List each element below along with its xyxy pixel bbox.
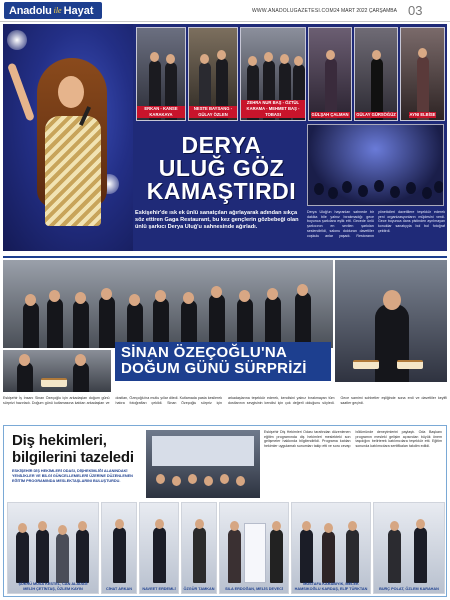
- photo-caption: GÜLŞAH ÇALMAN: [311, 112, 349, 117]
- section-name: Hayat: [63, 4, 94, 17]
- seminar-hall-photo: [146, 430, 260, 498]
- headline-line: ULUĞ GÖZ: [158, 155, 285, 181]
- attendee-photo-strip: [7, 502, 445, 594]
- birthday-group-photo: [3, 260, 333, 348]
- dentists-story: [3, 425, 447, 597]
- guest-photo: [188, 27, 238, 121]
- singer-stage-photo: [3, 24, 133, 251]
- headline-line: DOĞUM GÜNÜ SÜRPRİZİ: [121, 360, 307, 377]
- singer-arm: [7, 62, 35, 121]
- photo-caption: ÖZGÜR TAMKAN: [183, 587, 215, 592]
- photo-caption: BURÇ POLAT, ÖZLEM KARAHAN: [379, 587, 439, 592]
- photo-caption: MUSTAFA KARABIYIK, MELEK: [303, 582, 359, 587]
- brand-name: Anadolu: [9, 4, 52, 17]
- sinan-body-text: Eskişehir İş İnsanı Sinan Özeçoğlu için arkadaşları doğum günü sürprizi hazırladı. Doğum günü kutlamasına katılan arkadaşları ve dostları, Özeçoğlu'na mutlu yıllar diledi. Kutlamada pasta kesilerek hatıra fotoğrafları çekildi. Sinan Özeçoğlu sürpriz için arkadaşlarına teşekkür ederek, kendisini yalnız bırakmayan tüm dostlarının sevgisinin kendisi için çok değerli olduğunu söyledi. Gece samimi sohbetler eşliğinde sona erdi ve davetliler keyifli saatler geçirdi.: [3, 396, 447, 405]
- attendee-photo: [373, 502, 445, 594]
- dentists-lede: ESKİŞEHİR DİŞ HEKİMLERİ ODASI, DİŞHEKİMLİĞİ ALANINDAKİ YENİLİKLER VE BİLGİ GÜNCELLEMELERİ ÜZERİNE DÜZENLENEN EĞİTİM PROGRAMINDA MESLEKTAŞLARINI BULUŞTURDU.: [12, 469, 133, 483]
- derya-lede: Eskişehir'de ısk ek ünlü sanatçıları ağırlayarak adından sıkça söz ettiren Gaga Restaurant, bu kez gençlerin gözbebeği olan ünlü şarkıcı Derya Uluğ'u sahnesinde ağırladı.: [135, 210, 299, 230]
- birthday-cake-photo: [3, 350, 111, 392]
- dentists-headline: [12, 432, 144, 466]
- attendee-photo: [139, 502, 179, 594]
- headline-line: DERYA: [181, 132, 262, 158]
- photo-caption: NESTE BAYSANG - GÜLAY ÖZLEN: [189, 106, 237, 118]
- page-header: [0, 0, 450, 22]
- stage-light-icon: [7, 30, 27, 50]
- sinan-ozecoglu-story: [3, 256, 447, 422]
- photo-caption: SILA ERDOĞAN, MELİS DEVECİ: [225, 587, 283, 592]
- attendee-photo: [101, 502, 137, 594]
- brand-connector: ile: [53, 6, 62, 15]
- guest-photo-row: [136, 27, 445, 121]
- photo-caption: AYNI ELBİSE: [409, 112, 436, 117]
- headline-line: Diş hekimleri,: [12, 432, 107, 449]
- attendee-photo: [291, 502, 371, 594]
- guest-photo: [136, 27, 186, 121]
- guest-photo: [308, 27, 352, 121]
- derya-body-text: Derya Uluğ'un hayranları sahnede bir dakika bile yalnız bırakmadığı gece boyunca şarkılara eşlik etti. Gecede ünlü şarkıcının en sevilen şarkıları seslendirildi, salonu dolduran davetliler coşkulu anlar yaşadı. Restoranın yöneticileri davetlilere teşekkür ederek yeni organizasyonların müjdesini verdi. Gece boyunca dans pistinden ayrılmayan konuklar sanatçıyla bol bol fotoğraf çektirdi.: [307, 210, 445, 238]
- newspaper-logo: [4, 2, 102, 19]
- attendee-photo: [219, 502, 289, 594]
- guest-photo: [354, 27, 398, 121]
- photo-caption: CİHAT ARKAN: [106, 587, 132, 592]
- derya-headline: [139, 134, 304, 203]
- guest-photo: [240, 27, 306, 121]
- photo-caption: HAMSIKOĞLU KARDAŞ, ELİF TÜRKTAN: [294, 587, 368, 592]
- photo-caption: ŞÜKRÜ MUSA KESTEL, CAN ALADAĞ: [18, 582, 88, 587]
- attendee-photo: [7, 502, 99, 594]
- photo-caption: NAVEET ERDEMLİ: [142, 587, 176, 592]
- photo-caption: MELİH ÇETİNTAŞ, ÖZLEM KAYIN: [23, 587, 83, 592]
- sinan-headline: [115, 342, 331, 381]
- headline-line: bilgilerini tazeledi: [12, 449, 134, 466]
- sinan-portrait-photo: [335, 260, 447, 382]
- page-number: 03: [408, 3, 423, 18]
- issue-date: 24 MART 2022 ÇARŞAMBA: [334, 8, 397, 14]
- dentists-body-text: Eskişehir Diş Hekimleri Odası tarafından düzenlenen eğitim programında diş hekimleri meslekteki son gelişmeler hakkında bilgilendirildi. Programa katılan hekimler uygulamalı sunumları takip etti ve soru cevap bölümünde deneyimlerini paylaştı. Oda Başkanı programın mesleki gelişim açısından büyük önem taşıdığını belirterek katılımcılara teşekkür etti. Eğitim sonunda katılımcılara sertifikaları takdim edildi.: [264, 430, 442, 449]
- website-url: WWW.ANADOLUGAZETESI.COM: [252, 8, 334, 14]
- derya-ulug-story: [3, 24, 447, 251]
- guest-photo: [400, 27, 445, 121]
- attendee-photo: [181, 502, 217, 594]
- concert-crowd-photo: [307, 124, 444, 206]
- photo-caption: ZEHRA NUR BAŞ - ÖZTÜL KARAMA - MEHMET BAŞ - TOBASI: [241, 100, 305, 118]
- singer-face: [58, 76, 84, 108]
- singer-dress: [45, 116, 101, 226]
- headline-line: KAMAŞTIRDI: [146, 178, 297, 204]
- headline-line: SİNAN ÖZEÇOĞLU'NA: [121, 344, 288, 361]
- photo-caption: ERKAN - KANSE KARAKAYA: [137, 106, 185, 118]
- photo-caption: GÜLAY GÜRSÖĞÜZ: [356, 112, 396, 117]
